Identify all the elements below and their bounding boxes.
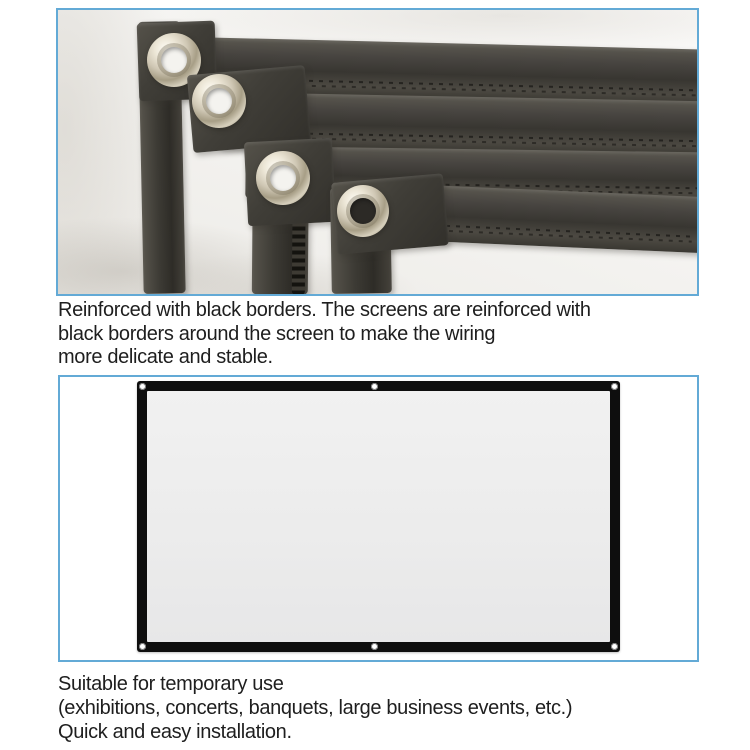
screen-black-border [137, 381, 620, 652]
grommet-hole [350, 198, 376, 224]
mounting-hole [371, 643, 378, 650]
mounting-hole [371, 383, 378, 390]
mounting-hole [611, 383, 618, 390]
mounting-hole [139, 383, 146, 390]
grommet-hole [270, 165, 296, 191]
caption-temporary-use [58, 672, 718, 744]
caption-reinforced-borders [58, 299, 718, 370]
grommet-hole [206, 88, 232, 114]
caption-line: Reinforced with black borders. The screens are reinforced with [58, 299, 591, 321]
caption-line: black borders around the screen to make the wiring [58, 322, 496, 345]
mounting-hole [611, 643, 618, 650]
caption-line: Quick and easy installation. [58, 721, 292, 743]
caption-line: Suitable for temporary use [58, 673, 284, 695]
metal-grommet [192, 74, 246, 128]
metal-grommet [337, 185, 389, 237]
mounting-hole [139, 643, 146, 650]
metal-grommet [256, 151, 310, 205]
caption-line: (exhibitions, concerts, banquets, large business events, etc.) [58, 697, 573, 719]
screen-surface [147, 391, 610, 642]
grommet-hole [161, 47, 187, 73]
caption-line: more delicate and stable. [58, 346, 273, 368]
projection-screen-illustration [58, 375, 699, 662]
product-photo-grommet-corners [56, 8, 699, 296]
